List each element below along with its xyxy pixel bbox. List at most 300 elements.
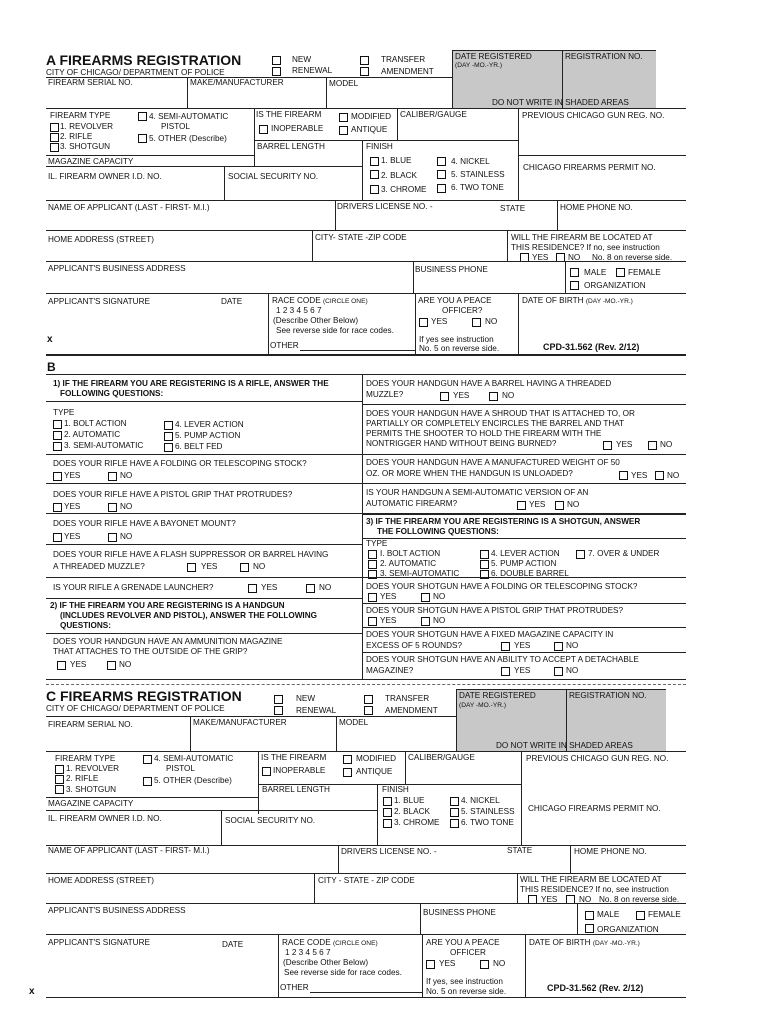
rifle-heading-2: FOLLOWING QUESTIONS: [60, 389, 164, 398]
c-male-label: MALE [597, 910, 620, 919]
c-chrome-label: 3. CHROME [394, 818, 440, 827]
c-male-checkbox[interactable] [585, 911, 594, 920]
applicant-name-label: NAME OF APPLICANT (LAST - FIRST- M.I.) [48, 203, 210, 212]
c-model-label: MODEL [339, 718, 369, 727]
shotgun-grip-yes[interactable] [368, 617, 377, 626]
handgun-ammo-yes-label: YES [70, 660, 87, 669]
c-nickel-checkbox[interactable] [450, 797, 459, 806]
c-peace-yes-checkbox[interactable] [426, 960, 435, 969]
rifle-bayonet-yes[interactable] [53, 533, 62, 542]
permit-label: CHICAGO FIREARMS PERMIT NO. [523, 163, 656, 172]
handgun-semi-no[interactable] [555, 501, 564, 510]
inoperable-checkbox[interactable] [259, 125, 268, 134]
c-female-checkbox[interactable] [636, 911, 645, 920]
other-type-checkbox[interactable] [138, 134, 147, 143]
c-race-numbers[interactable]: 1 2 3 4 5 6 7 [285, 948, 331, 957]
shotgun-grip-no-label: NO [433, 616, 446, 625]
two-tone-checkbox[interactable] [437, 184, 446, 193]
semi-auto-pistol-checkbox[interactable] [138, 112, 147, 121]
peace-officer-line2: OFFICER? [442, 306, 483, 315]
c-peace-no-label: NO [493, 959, 506, 968]
c-peace-officer-line1: ARE YOU A PEACE [426, 938, 500, 947]
shotgun-automatic-checkbox[interactable] [368, 560, 377, 569]
c-blue-label: 1. BLUE [394, 796, 425, 805]
stainless-label: 5. STAINLESS [451, 170, 505, 179]
organization-checkbox[interactable] [570, 281, 579, 290]
shotgun-pump-checkbox[interactable] [480, 560, 489, 569]
c-shotgun-checkbox[interactable] [55, 785, 64, 794]
other-type-label: 5. OTHER (Describe) [149, 134, 227, 143]
chrome-label: 3. CHROME [381, 185, 427, 194]
c-located-yes-label: YES [541, 895, 558, 904]
handgun-thread-no[interactable] [489, 392, 498, 401]
rifle-belt-checkbox[interactable] [164, 443, 173, 452]
c-inoperable-checkbox[interactable] [262, 767, 271, 776]
handgun-ammo-line2: THAT ATTACHES TO THE OUTSIDE OF THE GRIP? [53, 647, 248, 656]
blue-label: 1. BLUE [381, 156, 412, 165]
peace-officer-line1: ARE YOU A PEACE [418, 296, 492, 305]
rifle-grip-yes-label: YES [64, 502, 81, 511]
see-reverse-label: See reverse side for race codes. [276, 326, 394, 335]
rifle-flash-no[interactable] [240, 563, 249, 572]
c-revolver-label: 1. REVOLVER [66, 764, 120, 773]
shotgun-mag-yes-label: YES [514, 641, 531, 650]
c-peace-yes-label: YES [439, 959, 456, 968]
shotgun-detach-no[interactable] [554, 667, 563, 676]
c-black-checkbox[interactable] [383, 808, 392, 817]
c-inoperable-label: INOPERABLE [273, 766, 326, 775]
firearm-type-label: FIREARM TYPE [50, 111, 111, 120]
c-antique-label: ANTIQUE [356, 767, 393, 776]
peace-yes-label: YES [431, 317, 448, 326]
c-registration-no-label: REGISTRATION NO. [569, 691, 647, 700]
rifle-bolt-checkbox[interactable] [53, 420, 62, 429]
blue-checkbox[interactable] [370, 157, 379, 166]
new-label: NEW [292, 55, 312, 64]
handgun-heading-1: 2) IF THE FIREARM YOU ARE REGISTERING IS A HANDGUN [50, 601, 285, 610]
c-semi-auto-label: 4. SEMI-AUTOMATIC [154, 754, 234, 763]
handgun-weight-yes[interactable] [619, 471, 628, 480]
female-checkbox[interactable] [616, 268, 625, 277]
c-signature-label: APPLICANT'S SIGNATURE [48, 938, 150, 947]
rifle-belt-label: 6. BELT FED [175, 442, 223, 451]
handgun-shroud-line2: PARTIALLY OR COMPLETELY ENCIRCLES THE BARREL AND THAT [366, 419, 625, 428]
c-rifle-checkbox[interactable] [55, 775, 64, 784]
registration-no-label: REGISTRATION NO. [565, 52, 643, 61]
rifle-semi-label: 3. SEMI-AUTOMATIC [64, 441, 144, 450]
handgun-thread-no-label: NO [502, 391, 515, 400]
rifle-heading-1: 1) IF THE FIREARM YOU ARE REGISTERING IS A RIFLE, ANSWER THE [53, 379, 329, 388]
c-two-tone-checkbox[interactable] [450, 819, 459, 828]
located-no-label: NO [568, 253, 581, 262]
department: CITY OF CHICAGO/ DEPARTMENT OF POLICE [46, 68, 225, 77]
rifle-flash-line1: DOES YOUR RIFLE HAVE A FLASH SUPPRESSOR OR BARREL HAVING [53, 550, 329, 559]
c-if-yes-line2: No. 5 on reverse side. [426, 987, 507, 996]
handgun-weight-no[interactable] [655, 471, 664, 480]
signature-label: APPLICANT'S SIGNATURE [48, 297, 150, 306]
rifle-pump-label: 5. PUMP ACTION [175, 431, 241, 440]
c-modified-checkbox[interactable] [343, 755, 352, 764]
modified-label: MODIFIED [351, 112, 392, 121]
handgun-ammo-no[interactable] [107, 661, 116, 670]
model-label: MODEL [329, 79, 359, 88]
black-checkbox[interactable] [370, 170, 379, 179]
c-transfer-checkbox[interactable] [364, 695, 373, 704]
shotgun-heading-2: THE FOLLOWING QUESTIONS: [377, 527, 499, 536]
new-checkbox[interactable] [272, 56, 281, 65]
c-stainless-checkbox[interactable] [450, 808, 459, 817]
c-applicant-name-label: NAME OF APPLICANT (LAST - FIRST- M.I.) [48, 846, 210, 855]
finish-label: FINISH [366, 142, 393, 151]
peace-yes-checkbox[interactable] [419, 318, 428, 327]
handgun-shroud-no-label: NO [660, 440, 673, 449]
shotgun-bolt-checkbox[interactable] [368, 550, 377, 559]
signature-x: x [47, 334, 53, 345]
rifle-automatic-label: 2. AUTOMATIC [64, 430, 121, 439]
rifle-grenade-question: IS YOUR RIFLE A GRENADE LAUNCHER? [53, 583, 214, 592]
c-describe-other-label: (Describe Other Below) [283, 958, 369, 967]
c-peace-officer-line2: OFFICER [450, 948, 486, 957]
rifle-flash-line2: A THREADED MUZZLE? [53, 562, 145, 571]
modified-checkbox[interactable] [339, 113, 348, 122]
rifle-grenade-yes-label: YES [261, 583, 278, 592]
handgun-shroud-yes-label: YES [616, 440, 633, 449]
race-numbers[interactable]: 1 2 3 4 5 6 7 [276, 306, 322, 315]
c-new-checkbox[interactable] [274, 695, 283, 704]
renewal-checkbox[interactable] [272, 67, 281, 76]
c-shotgun-label: 3. SHOTGUN [66, 785, 117, 794]
handgun-thread-yes-label: YES [453, 391, 470, 400]
do-not-write-label: DO NOT WRITE IN SHADED AREAS [492, 98, 629, 107]
c-other-type-checkbox[interactable] [143, 777, 152, 786]
section-a-title: A FIREARMS REGISTRATION [46, 52, 242, 68]
c-city-state-zip-label: CITY - STATE - ZIP CODE [318, 876, 415, 885]
shotgun-grip-yes-label: YES [380, 616, 397, 625]
c-if-yes-line1: If yes, see instruction [426, 977, 503, 986]
is-the-firearm-label: IS THE FIREARM [256, 110, 322, 119]
pistol-label: PISTOL [161, 122, 190, 131]
shotgun-mag-no-label: NO [566, 641, 579, 650]
describe-other-label: (Describe Other Below) [273, 316, 359, 325]
shotgun-semi-label: 3. SEMI-AUTOMATIC [380, 569, 460, 578]
c-female-label: FEMALE [648, 910, 681, 919]
transfer-label: TRANSFER [381, 55, 426, 64]
located-line1: WILL THE FIREARM BE LOCATED AT [511, 233, 653, 242]
c-permit-label: CHICAGO FIREARMS PERMIT NO. [528, 804, 661, 813]
c-form-number: CPD-31.562 (Rev. 2/12) [547, 983, 644, 993]
home-phone-label: HOME PHONE NO. [560, 203, 633, 212]
rifle-folding-yes-label: YES [64, 471, 81, 480]
c-finish-label: FINISH [382, 785, 409, 794]
city-state-zip-label: CITY- STATE -ZIP CODE [315, 233, 407, 242]
serial-label: FIREARM SERIAL NO. [48, 78, 133, 87]
shotgun-lever-checkbox[interactable] [480, 550, 489, 559]
rifle-semi-checkbox[interactable] [53, 442, 62, 451]
rifle-bayonet-no-label: NO [120, 532, 133, 541]
c-prev-reg-label: PREVIOUS CHICAGO GUN REG. NO. [526, 754, 669, 763]
c-pistol-label: PISTOL [166, 764, 195, 773]
date-registered-format: (DAY -MO.-YR.) [455, 62, 503, 69]
business-address-label: APPLICANT'S BUSINESS ADDRESS [48, 264, 186, 273]
handgun-heading-3: QUESTIONS: [60, 621, 111, 630]
revolver-checkbox[interactable] [50, 123, 59, 132]
stainless-checkbox[interactable] [437, 170, 446, 179]
rifle-flash-yes-label: YES [201, 562, 218, 571]
shotgun-folding-question: DOES YOUR SHOTGUN HAVE A FOLDING OR TELESCOPING STOCK? [366, 582, 638, 591]
handgun-heading-2: (INCLUDES REVOLVER AND PISTOL), ANSWER THE FOLLOWING [60, 611, 317, 620]
rifle-bayonet-no[interactable] [108, 533, 117, 542]
c-is-the-firearm-label: IS THE FIREARM [261, 753, 327, 762]
c-two-tone-label: 6. TWO TONE [461, 818, 514, 827]
shotgun-detach-yes-label: YES [514, 666, 531, 675]
handgun-semi-yes[interactable] [517, 501, 526, 510]
handgun-ammo-no-label: NO [119, 660, 132, 669]
c-organization-checkbox[interactable] [585, 924, 594, 933]
peace-no-checkbox[interactable] [472, 318, 481, 327]
handgun-thread-line2: MUZZLE? [366, 390, 404, 399]
c-transfer-label: TRANSFER [385, 694, 430, 703]
make-label: MAKE/MANUFACTURER [190, 78, 284, 87]
c-caliber-label: CALIBER/GAUGE [408, 753, 475, 762]
rifle-folding-no-label: NO [120, 471, 133, 480]
if-yes-line2: No. 5 on reverse side. [419, 344, 500, 353]
handgun-weight-no-label: NO [667, 471, 680, 480]
shotgun-label: 3. SHOTGUN [60, 142, 111, 151]
rifle-bayonet-yes-label: YES [64, 532, 81, 541]
rifle-flash-yes[interactable] [187, 563, 196, 572]
rifle-grenade-yes[interactable] [248, 584, 257, 593]
black-label: 2. BLACK [381, 171, 417, 180]
prev-reg-label: PREVIOUS CHICAGO GUN REG. NO. [522, 111, 665, 120]
shotgun-mag-line2: EXCESS OF 5 ROUNDS? [366, 641, 462, 650]
renewal-label: RENEWAL [292, 66, 333, 75]
if-yes-line1: If yes see instruction [419, 335, 494, 344]
c-drivers-license-label: DRIVERS LICENSE NO. - [341, 847, 437, 856]
shotgun-folding-yes-label: YES [380, 592, 397, 601]
c-signature-x: x [29, 986, 35, 997]
c-firearm-type-label: FIREARM TYPE [55, 754, 116, 763]
handgun-ammo-yes[interactable] [57, 661, 66, 670]
rifle-grip-no-label: NO [120, 502, 133, 511]
c-date-registered-label: DATE REGISTERED [459, 691, 536, 700]
c-amendment-checkbox[interactable] [364, 706, 373, 715]
shotgun-folding-no[interactable] [421, 593, 430, 602]
nickel-label: 4. NICKEL [451, 157, 490, 166]
female-label: FEMALE [628, 268, 661, 277]
handgun-shroud-line4: NONTRIGGER HAND WITHOUT BEING BURNED? [366, 439, 557, 448]
c-located-no-label: NO [579, 895, 592, 904]
c-modified-label: MODIFIED [356, 754, 397, 763]
c-located-line1: WILL THE FIREARM BE LOCATED AT [520, 875, 662, 884]
section-b-label: B [47, 360, 56, 374]
shotgun-pump-label: 5. PUMP ACTION [491, 559, 557, 568]
cut-line [46, 684, 686, 685]
rifle-grip-yes[interactable] [53, 503, 62, 512]
signature-date-label: DATE [221, 297, 243, 306]
handgun-semi-no-label: NO [567, 500, 580, 509]
handgun-thread-yes[interactable] [440, 392, 449, 401]
handgun-semi-line1: IS YOUR HANDGUN A SEMI-AUTOMATIC VERSION OF AN [366, 488, 589, 497]
rifle-grenade-no-label: NO [319, 583, 332, 592]
c-nickel-label: 4. NICKEL [461, 796, 500, 805]
c-located-line2: THIS RESIDENCE? If no, see instruction [520, 885, 669, 894]
antique-checkbox[interactable] [339, 126, 348, 135]
rifle-grenade-no[interactable] [306, 584, 315, 593]
rifle-folding-question: DOES YOUR RIFLE HAVE A FOLDING OR TELESCOPING STOCK? [53, 459, 307, 468]
c-peace-no-checkbox[interactable] [480, 960, 489, 969]
rifle-type-label: TYPE [53, 408, 75, 417]
c-renewal-checkbox[interactable] [274, 706, 283, 715]
c-located-line3: No. 8 on reverse side. [599, 895, 680, 904]
revolver-label: 1. REVOLVER [60, 122, 114, 131]
rifle-automatic-checkbox[interactable] [53, 431, 62, 440]
c-race-code-label: RACE CODE (CIRCLE ONE) [282, 938, 378, 947]
peace-no-label: NO [485, 317, 498, 326]
c-state-label: STATE [507, 846, 533, 855]
c-dob-label: DATE OF BIRTH (DAY -MO.-YR.) [529, 938, 640, 947]
c-revolver-checkbox[interactable] [55, 765, 64, 774]
rifle-bayonet-question: DOES YOUR RIFLE HAVE A BAYONET MOUNT? [53, 519, 236, 528]
state-label: STATE [500, 204, 526, 213]
handgun-ammo-line1: DOES YOUR HANDGUN HAVE AN AMMUNITION MAGAZINE [53, 637, 283, 646]
handgun-shroud-no[interactable] [648, 441, 657, 450]
shotgun-bolt-label: I. BOLT ACTION [380, 549, 441, 558]
business-phone-label: BUSINESS PHONE [415, 265, 488, 274]
shotgun-double-label: 6. DOUBLE BARREL [491, 569, 569, 578]
drivers-license-label: DRIVERS LICENSE NO. - [337, 202, 433, 211]
other-race-label: OTHER [270, 341, 299, 350]
c-other-race-label: OTHER [280, 983, 309, 992]
nickel-checkbox[interactable] [437, 157, 446, 166]
two-tone-label: 6. TWO TONE [451, 183, 504, 192]
c-black-label: 2. BLACK [394, 807, 430, 816]
inoperable-label: INOPERABLE [271, 124, 324, 133]
form-number: CPD-31.562 (Rev. 2/12) [543, 342, 640, 352]
caliber-label: CALIBER/GAUGE [400, 110, 467, 119]
amendment-label: AMENDMENT [381, 67, 434, 76]
c-see-reverse-label: See reverse side for race codes. [284, 968, 402, 977]
amendment-checkbox[interactable] [360, 67, 369, 76]
c-barrel-length-label: BARREL LENGTH [262, 785, 330, 794]
shotgun-detach-yes[interactable] [501, 667, 510, 676]
organization-label: ORGANIZATION [584, 281, 646, 290]
foid-label: IL. FIREARM OWNER I.D. NO. [48, 172, 162, 181]
located-yes-label: YES [532, 253, 549, 262]
shotgun-mag-line1: DOES YOUR SHOTGUN HAVE A FIXED MAGAZINE CAPACITY IN [366, 630, 614, 639]
c-semi-auto-checkbox[interactable] [143, 755, 152, 764]
handgun-weight-line2: OZ. OR MORE WHEN THE HANDGUN IS UNLOADED? [366, 469, 573, 478]
c-signature-date-label: DATE [222, 940, 244, 949]
shotgun-heading-1: 3) IF THE FIREARM YOU ARE REGISTERING IS A SHOTGUN, ANSWER [366, 517, 641, 526]
shotgun-detach-line2: MAGAZINE? [366, 666, 414, 675]
date-registered-label: DATE REGISTERED [455, 52, 532, 61]
home-address-label: HOME ADDRESS (STREET) [48, 235, 154, 244]
rifle-lever-checkbox[interactable] [164, 421, 173, 430]
rifle-grip-question: DOES YOUR RIFLE HAVE A PISTOL GRIP THAT PROTRUDES? [53, 490, 293, 499]
male-checkbox[interactable] [570, 268, 579, 277]
race-code-label: RACE CODE (CIRCLE ONE) [272, 296, 368, 305]
c-stainless-label: 5. STAINLESS [461, 807, 515, 816]
shotgun-mag-yes[interactable] [501, 642, 510, 651]
handgun-weight-yes-label: YES [631, 471, 648, 480]
c-ssn-label: SOCIAL SECURITY NO. [225, 816, 316, 825]
c-blue-checkbox[interactable] [383, 797, 392, 806]
located-line3: No. 8 on reverse side. [592, 253, 673, 262]
shotgun-checkbox[interactable] [50, 143, 59, 152]
barrel-length-label: BARREL LENGTH [257, 142, 325, 151]
c-organization-label: ORGANIZATION [597, 925, 659, 934]
rifle-grip-no[interactable] [108, 503, 117, 512]
transfer-checkbox[interactable] [360, 56, 369, 65]
c-renewal-label: RENEWAL [296, 706, 337, 715]
dob-label: DATE OF BIRTH (DAY -MO.-YR.) [522, 296, 633, 305]
shotgun-automatic-label: 2. AUTOMATIC [380, 559, 437, 568]
handgun-weight-line1: DOES YOUR HANDGUN HAVE A MANUFACTURED WEIGHT OF 50 [366, 458, 620, 467]
handgun-shroud-yes[interactable] [603, 441, 612, 450]
c-new-label: NEW [296, 694, 316, 703]
c-serial-label: FIREARM SERIAL NO. [48, 720, 133, 729]
c-do-not-write-label: DO NOT WRITE IN SHADED AREAS [496, 741, 633, 750]
shotgun-lever-label: 4. LEVER ACTION [491, 549, 560, 558]
handgun-thread-line1: DOES YOUR HANDGUN HAVE A BARREL HAVING A THREADED [366, 379, 612, 388]
handgun-shroud-line3: PERMITS THE SHOOTER TO HOLD THE FIREARM WITH THE [366, 429, 602, 438]
handgun-shroud-line1: DOES YOUR HANDGUN HAVE A SHROUD THAT IS ATTACHED TO, OR [366, 409, 635, 418]
c-make-label: MAKE/MANUFACTURER [193, 718, 287, 727]
male-label: MALE [584, 268, 607, 277]
c-foid-label: IL. FIREARM OWNER I.D. NO. [48, 814, 162, 823]
c-chrome-checkbox[interactable] [383, 819, 392, 828]
shotgun-grip-no[interactable] [421, 617, 430, 626]
c-business-address-label: APPLICANT'S BUSINESS ADDRESS [48, 906, 186, 915]
c-antique-checkbox[interactable] [343, 768, 352, 777]
magazine-capacity-label: MAGAZINE CAPACITY [48, 157, 134, 166]
chrome-checkbox[interactable] [370, 185, 379, 194]
c-business-phone-label: BUSINESS PHONE [423, 908, 496, 917]
c-rifle-label: 2. RIFLE [66, 774, 99, 783]
rifle-folding-yes[interactable] [53, 472, 62, 481]
rifle-bolt-label: 1. BOLT ACTION [64, 419, 127, 428]
rifle-checkbox[interactable] [50, 133, 59, 142]
shotgun-mag-no[interactable] [554, 642, 563, 651]
section-c-title: C FIREARMS REGISTRATION [46, 688, 242, 704]
shotgun-detach-no-label: NO [566, 666, 579, 675]
c-magazine-capacity-label: MAGAZINE CAPACITY [48, 799, 134, 808]
rifle-pump-checkbox[interactable] [164, 432, 173, 441]
c-amendment-label: AMENDMENT [385, 706, 438, 715]
shotgun-over-under-checkbox[interactable] [576, 550, 585, 559]
shotgun-detach-line1: DOES YOUR SHOTGUN HAVE AN ABILITY TO ACCEPT A DETACHABLE [366, 655, 639, 664]
rifle-label: 2. RIFLE [60, 132, 93, 141]
c-date-registered-format: (DAY -MO.-YR.) [459, 702, 507, 709]
rifle-folding-no[interactable] [108, 472, 117, 481]
rifle-lever-label: 4. LEVER ACTION [175, 420, 244, 429]
c-home-address-label: HOME ADDRESS (STREET) [48, 876, 154, 885]
shotgun-type-label: TYPE [366, 539, 388, 548]
handgun-semi-yes-label: YES [529, 500, 546, 509]
ssn-label: SOCIAL SECURITY NO. [228, 172, 319, 181]
located-line2: THIS RESIDENCE? If no, see instruction [511, 243, 660, 252]
rifle-flash-no-label: NO [253, 562, 266, 571]
shotgun-folding-no-label: NO [433, 592, 446, 601]
shotgun-folding-yes[interactable] [368, 593, 377, 602]
shotgun-over-under-label: 7. OVER & UNDER [588, 549, 660, 558]
c-department: CITY OF CHICAGO/ DEPARTMENT OF POLICE [46, 704, 225, 713]
antique-label: ANTIQUE [351, 125, 388, 134]
semi-auto-label: 4. SEMI-AUTOMATIC [149, 112, 229, 121]
c-other-type-label: 5. OTHER (Describe) [154, 776, 232, 785]
c-home-phone-label: HOME PHONE NO. [574, 847, 647, 856]
shotgun-grip-question: DOES YOUR SHOTGUN HAVE A PISTOL GRIP THAT PROTRUDES? [366, 606, 624, 615]
